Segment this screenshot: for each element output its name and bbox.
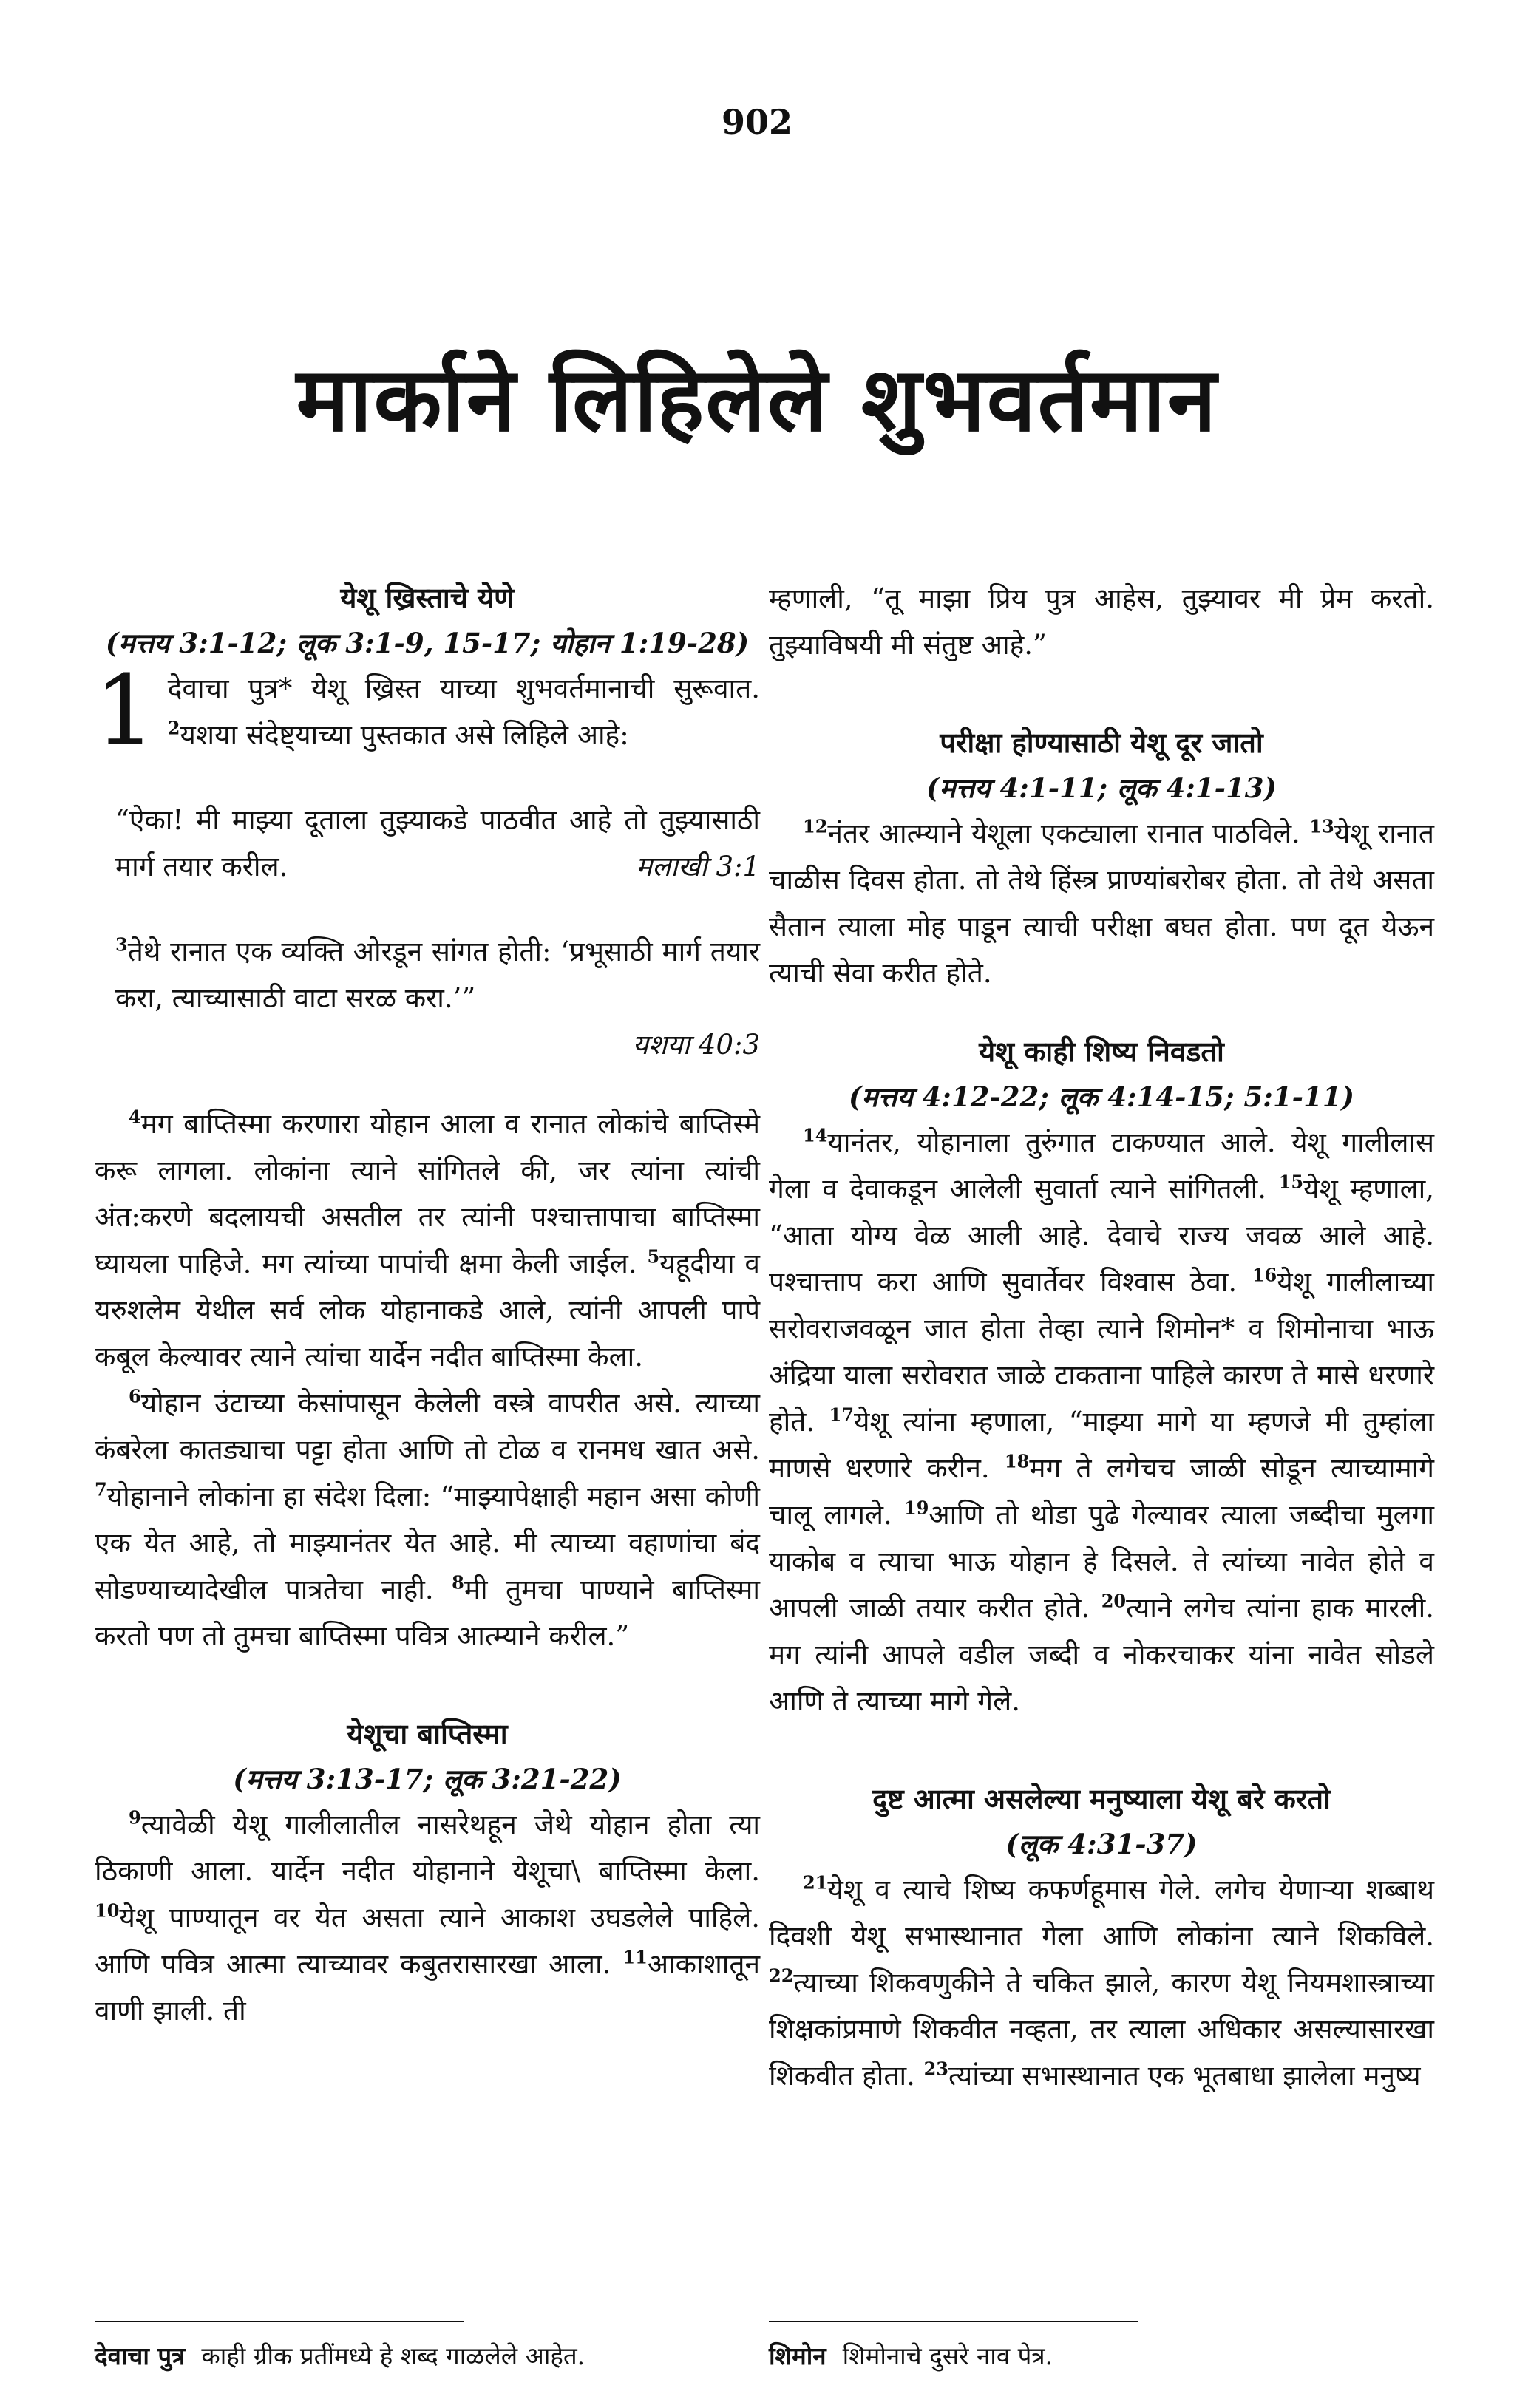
footnote-term: देवाचा पुत्र <box>95 2341 186 2370</box>
paragraph: म्हणाली, “तू माझा प्रिय पुत्र आहेस, तुझ्यावर मी प्रेम करतो. तुझ्याविषयी मी संतुष्ट आहे.” <box>769 582 1434 661</box>
verse-number: 5 <box>647 1245 660 1268</box>
verse-text: त्याने लगेच त्यांना हाक मारली. मग त्यांनी आपले वडील जब्दी व नोकरचाकर यांना नावेत सोडले आणि ते त्याच्या मागे गेले. <box>769 1592 1434 1717</box>
verse-text: आकाशातून वाणी झाली. ती <box>95 1948 761 2027</box>
book-title: मार्काने लिहिलेले शुभवर्तमान <box>296 347 1218 452</box>
verse-number: 12 <box>803 815 828 837</box>
cross-references: (मत्तय 3:13-17; लूक 3:21-22) <box>233 1763 622 1795</box>
section-heading: दुष्ट आत्मा असलेल्या मनुष्याला येशू बरे करतो <box>872 1782 1331 1815</box>
footnote-divider <box>95 2321 464 2322</box>
verse-number: 20 <box>1101 1590 1127 1612</box>
verse-number: 4 <box>129 1106 141 1128</box>
verse-number: 6 <box>129 1385 141 1407</box>
paragraph <box>95 1801 760 2034</box>
verse-text: यानंतर, योहानाला तुरुंगात टाकण्यात आले. येशू गालीलास गेला व देवाकडून आलेली सुवार्ता त्याने सांगितली. <box>769 1126 1434 1205</box>
quote-citation: मलाखी 3:1 <box>636 851 760 882</box>
verse-text: येशू म्हणाला, “आता योग्य वेळ आली आहे. देवाचे राज्य जवळ आले आहे. पश्चात्ताप करा आणि सुवार्तेवर विश्वास ठेवा. <box>769 1173 1435 1298</box>
section-heading: येशू काही शिष्य निवडतो <box>979 1035 1224 1068</box>
footnote-divider <box>769 2321 1138 2322</box>
right-column <box>769 575 1434 2099</box>
verse-text: येशू पाण्यातून वर येत असता त्याने आकाश उघडलेले पाहिले. आणि पवित्र आत्मा त्याच्यावर कबुतरासारखा आला. <box>95 1902 760 1980</box>
chapter-number: 1 <box>95 654 156 766</box>
verse-number: 19 <box>904 1497 929 1519</box>
verse-text: मी तुमचा पाण्याने बाप्तिस्मा करतो पण तो तुमचा बाप्तिस्मा पवित्र आत्म्याने करील.” <box>95 1574 760 1652</box>
paragraph <box>95 1101 760 1380</box>
scripture-quote <box>115 928 760 1021</box>
footnote <box>769 2338 1434 2375</box>
verse-number: 8 <box>452 1571 464 1594</box>
page-number: 902 <box>721 102 793 142</box>
verse-text: त्यावेळी येशू गालीलातील नासरेथहून जेथे योहान होता त्या ठिकाणी आला. यार्देन नदीत योहानाने येशूचा\ बाप्तिस्मा केला. <box>95 1809 760 1887</box>
section-heading: परीक्षा होण्यासाठी येशू दूर जातो <box>940 726 1263 759</box>
cross-references: (लूक 4:31-37) <box>1005 1828 1198 1860</box>
verse-number: 16 <box>1252 1264 1277 1286</box>
verse-text: मग बाप्तिस्मा करणारा योहान आला व रानात लोकांचे बाप्तिस्मे करू लागला. लोकांना त्याने सांगितले की, जर त्यांना त्यांची अंत:करणे बदलायची असतील तर त्यांनी पश्चात्तापाचा बाप्तिस्मा घ्यायला पाहिजे. मग त्यांच्या पापांची क्षमा केली जाईल. <box>95 1108 760 1279</box>
verse-text: देवाचा पुत्र* येशू ख्रिस्त याच्या शुभवर्तमानाची सुरूवात. <box>167 673 760 704</box>
verse-number: 7 <box>95 1478 107 1500</box>
verse-text: येशू रानात चाळीस दिवस होता. तो तेथे हिंस्त्र प्राण्यांबरोबर होता. तो तेथे असता सैतान त्याला मोह पाडून त्याची परीक्षा बघत होता. पण दूत येऊन त्याची सेवा करीत होते. <box>769 817 1434 989</box>
section-heading: येशू ख्रिस्ताचे येणे <box>340 581 515 614</box>
quote-text: तेथे रानात एक व्यक्ति ओरडून सांगत होती: ‘प्रभूसाठी मार्ग तयार करा, त्याच्यासाठी वाटा सरळ करा.’” <box>115 936 760 1014</box>
verse-number: 23 <box>923 2058 949 2080</box>
verse-text: योहान उंटाच्या केसांपासून केलेली वस्त्रे वापरीत असे. त्याच्या कंबरेला कातड्याचा पट्टा होता आणि तो टोळ व रानमध खात असे. <box>95 1387 760 1466</box>
verse-text: येशू त्यांना म्हणाला, “माझ्या मागे या म्हणजे मी तुम्हांला माणसे धरणारे करीन. <box>769 1406 1434 1484</box>
cross-references: (मत्तय 4:1-11; लूक 4:1-13) <box>926 772 1277 804</box>
cross-references: (मत्तय 4:12-22; लूक 4:14-15; 5:1-11) <box>849 1081 1354 1113</box>
verse-number: 2 <box>167 717 180 739</box>
verse-number: 10 <box>95 1899 120 1922</box>
footnote <box>95 2338 760 2375</box>
verse-text: यशया संदेष्ट्याच्या पुस्तकात असे लिहिले आहे: <box>180 719 629 751</box>
section-heading: येशूचा बाप्तिस्मा <box>347 1717 508 1750</box>
scripture-quote <box>115 797 760 890</box>
verse-1 <box>95 654 760 766</box>
quote-text: “ऐका! मी माझ्या दूताला तुझ्याकडे पाठवीत आहे तो तुझ्यासाठी मार्ग तयार करील. <box>115 804 760 882</box>
verse-number: 22 <box>769 1965 794 1987</box>
footnote-term: शिमोन <box>769 2341 826 2370</box>
verse-number: 17 <box>829 1404 855 1426</box>
verse-text: येशू व त्याचे शिष्य कफर्णहूमास गेले. लगेच येणाऱ्या शब्बाथ दिवशी येशू सभास्थानात गेला आणि लोकांना त्याने शिकविले. <box>769 1874 1434 1952</box>
verse-text: त्याच्या शिकवणुकीने ते चकित झाले, कारण येशू नियमशास्त्राच्या शिक्षकांप्रमाणे शिकवीत नव्हता, तर त्याला अधिकार असल्यासारखा शिकवीत होता. <box>769 1967 1434 2092</box>
verse-text: योहानाने लोकांना हा संदेश दिला: “माझ्यापेक्षाही महान असा कोणी एक येत आहे, तो माझ्यानंतर येत आहे. मी त्याच्या वहाणांचा बंद सोडण्याच्यादेखील पात्रतेचा नाही. <box>95 1480 760 1605</box>
cross-references: (मत्तय 3:1-12; लूक 3:1-9, 15-17; योहान 1:19-28) <box>105 627 750 659</box>
verse-text: आणि तो थोडा पुढे गेल्यावर त्याला जब्दीचा मुलगा याकोब व त्याचा भाऊ योहान हे दिसले. ते त्यांच्या नावेत होते व आपली जाळी तयार करीत होते. <box>769 1499 1434 1624</box>
footnote-text: शिमोनाचे दुसरे नाव पेत्र. <box>842 2341 1053 2370</box>
quote-citation: यशया 40:3 <box>632 1029 760 1061</box>
paragraph <box>769 1866 1434 2099</box>
verse-number: 11 <box>622 1946 648 1968</box>
verse-text: मग ते लगेचच जाळी सोडून त्याच्यामागे चालू लागले. <box>769 1452 1435 1531</box>
footnote-text: काही ग्रीक प्रतींमध्ये हे शब्द गाळलेले आहेत. <box>201 2341 585 2370</box>
verse-number: 18 <box>1004 1450 1030 1472</box>
verse-number: 15 <box>1278 1171 1304 1193</box>
left-column <box>95 575 760 2034</box>
verse-number: 9 <box>129 1806 141 1829</box>
verse-number: 3 <box>115 933 128 956</box>
paragraph <box>769 1119 1434 1724</box>
verse-text: येशू गालीलाच्या सरोवराजवळून जात होता तेव्हा त्याने शिमोन* व शिमोनाचा भाऊ अंद्रिया याला सरोवरात जाळे टाकताना पाहिले कारण ते मासे धरणारे होते. <box>769 1266 1435 1438</box>
paragraph <box>95 1380 760 1659</box>
verse-number: 21 <box>803 1871 828 1894</box>
paragraph <box>769 810 1434 996</box>
verse-text: त्यांच्या सभास्थानात एक भूतबाधा झालेला मनुष्य <box>948 2060 1421 2092</box>
verse-number: 14 <box>803 1124 828 1146</box>
verse-number: 13 <box>1309 815 1334 837</box>
verse-text: यहूदीया व यरुशलेम येथील सर्व लोक योहानाकडे आले, त्यांनी आपली पापे कबूल केल्यावर त्याने त्यांचा यार्देन नदीत बाप्तिस्मा केला. <box>95 1248 761 1373</box>
verse-text: नंतर आत्म्याने येशूला एकट्याला रानात पाठविले. <box>827 817 1300 849</box>
